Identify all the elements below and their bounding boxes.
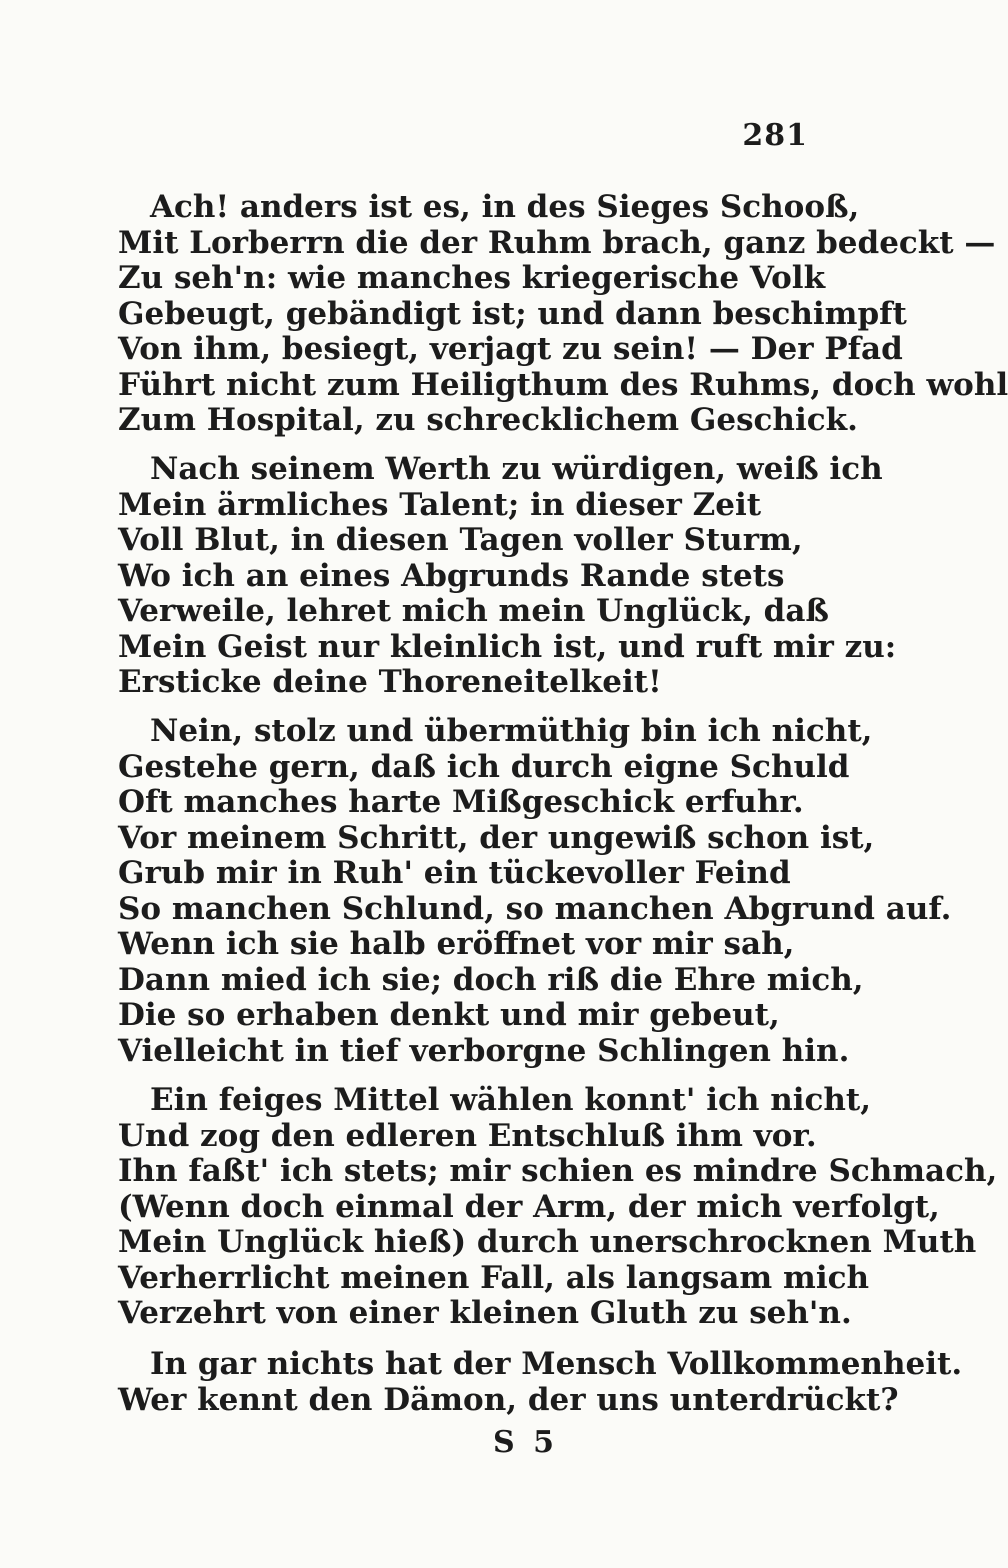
- verse-line: Ihn faßt' ich stets; mir schien es mindre Schmach,: [118, 1153, 998, 1189]
- verse-line: Wenn ich sie halb eröffnet vor mir sah,: [118, 926, 795, 962]
- verse-line: (Wenn doch einmal der Arm, der mich verfolgt,: [118, 1188, 940, 1225]
- stanza-1: [118, 189, 1008, 439]
- verse-line: Mit Lorberrn die der Ruhm brach, ganz bedeckt —: [118, 224, 996, 261]
- verse-line: Voll Blut, in diesen Tagen voller Sturm,: [118, 522, 803, 558]
- verse-line: Oft manches harte Mißgeschick erfuhr.: [118, 784, 804, 820]
- verse-line: Grub mir in Ruh' ein tückevoller Feind: [118, 855, 791, 891]
- verse-line: Gebeugt, gebändigt ist; und dann beschimpft: [118, 295, 907, 332]
- verse-line: Wo ich an eines Abgrunds Rande stets: [118, 557, 785, 594]
- verse-line: Zum Hospital, zu schrecklichem Geschick.: [118, 402, 858, 438]
- verse-line: Dann mied ich sie; doch riß die Ehre mich,: [118, 961, 864, 998]
- verse-line: Vor meinem Schritt, der ungewiß schon ist,: [118, 819, 875, 856]
- verse-line: Wer kennt den Dämon, der uns unterdrückt?: [118, 1381, 899, 1418]
- verse-line: Nach seinem Werth zu würdigen, weiß ich: [150, 451, 883, 487]
- verse-line: Verzehrt von einer kleinen Gluth zu seh'n.: [118, 1295, 852, 1331]
- verse-line: Mein Geist nur kleinlich ist, und ruft mir zu:: [118, 628, 897, 665]
- verse-line: Mein ärmliches Talent; in dieser Zeit: [118, 486, 762, 523]
- verse-line: Ersticke deine Thoreneitelkeit!: [118, 664, 662, 700]
- verse-line: Zu seh'n: wie manches kriegerische Volk: [118, 260, 826, 296]
- stanza-4: [118, 1082, 998, 1332]
- verse-line: Verweile, lehret mich mein Unglück, daß: [118, 593, 829, 629]
- signature-mark: S 5: [493, 1425, 558, 1460]
- verse-line: Die so erhaben denkt und mir gebeut,: [118, 997, 780, 1033]
- page-number: 281: [742, 118, 808, 153]
- stanza-5: [118, 1346, 963, 1418]
- verse-line: Führt nicht zum Heiligthum des Ruhms, doch wohl: [118, 366, 1008, 403]
- verse-line: Ach! anders ist es, in des Sieges Schooß,: [150, 189, 860, 225]
- verse-line: So manchen Schlund, so manchen Abgrund auf.: [118, 890, 952, 927]
- verse-line: Ein feiges Mittel wählen konnt' ich nicht,: [150, 1082, 872, 1118]
- verse-line: Nein, stolz und übermüthig bin ich nicht,: [150, 713, 873, 749]
- verse-line: Vielleicht in tief verborgne Schlingen hin.: [118, 1032, 850, 1069]
- verse-line: Mein Unglück hieß) durch unerschrocknen Muth: [118, 1224, 977, 1260]
- verse-line: Von ihm, besiegt, verjagt zu sein! — Der Pfad: [118, 331, 903, 367]
- verse-line: Verherrlicht meinen Fall, als langsam mich: [118, 1259, 870, 1296]
- stanza-2: [118, 451, 897, 701]
- verse-line: In gar nichts hat der Mensch Vollkommenheit.: [150, 1346, 963, 1382]
- verse-line: Und zog den edleren Entschluß ihm vor.: [118, 1117, 817, 1154]
- verse-line: Gestehe gern, daß ich durch eigne Schuld: [118, 748, 850, 785]
- stanza-3: [118, 713, 952, 1069]
